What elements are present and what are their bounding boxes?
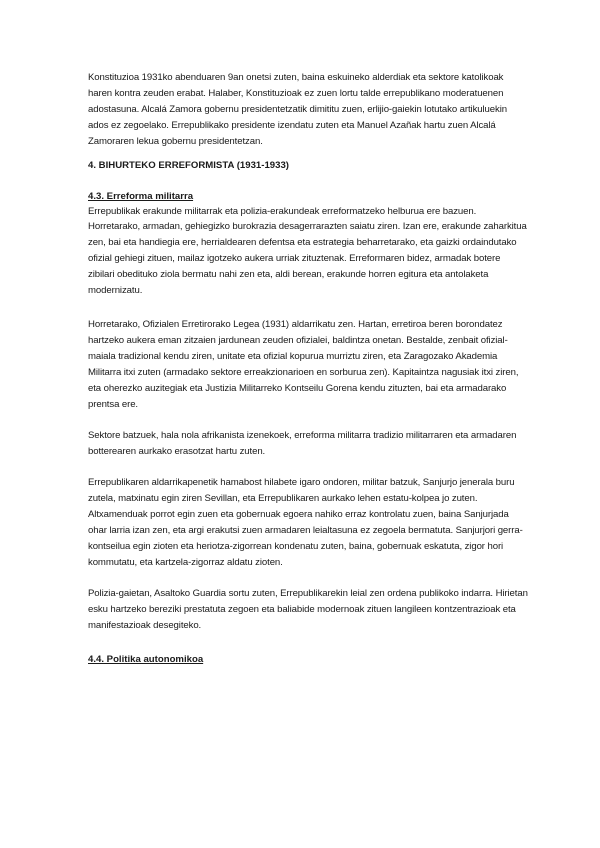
document-page [88,70,528,667]
paragraph-africanist-reaction: Sektore batzuek, hala nola afrikanista izenekoek, erreforma militarra tradizio militarraren eta armadaren botterearen aurkako erasotzat hartu zuten. [88,429,517,457]
paragraph-assault-guard: Polizia-gaietan, Asaltoko Guardia sortu zuten, Errepublikarekin leial zen ordena publikoko indarra. Hirietan esku hartzeko bereziki prestatuta zegoen eta baliabide modernoak zituen langileen kontzentrazioak eta manifestazioak desegiteko. [88,588,528,631]
section-title: 4. BIHURTEKO ERREFORMISTA (1931-1933) [88,159,289,171]
paragraph-sanjurjada: Errepublikaren aldarrikapenetik hamabost hilabete igaro ondoren, militar batzuk, Sanjurjo jenerala buru zutela, matxinatu egin ziren Sevillan, eta Errepublikaren aurkako lehen estatu-kolpea jo zuten. Altxamenduak porrot egin zuen eta gobernuak egoera nahiko erraz kontrolatu zuen, baina Sanjurjada ohar larria izan zen, eta argi erakutsi zuen armadaren leialtasuna ez zegoela bermatuta. Sanjurjori gerra-kontseilua egin zioten eta heriotza-zigorrean kondenatu zuten, baina, gobernuak eskatuta, zigor hori kommutatu, eta kartzela-zigorraz aldatu zioten. [88,477,523,568]
subsection-title-military-reform: 4.3. Erreforma militarra [88,190,194,202]
paragraph-officer-retirement-law: Horretarako, Ofizialen Erretirorako Legea (1931) aldarrikatu zen. Hartan, erretiroa beren borondatez hartzeko aukera eman zitzaien jardunean zeuden ofizialei, baldintza onetan. Bestalde, zenbait ofizial-maiala tradizional kendu ziren, unitate eta ofizial kopurua murriztu ziren, eta Zaragozako Akademia Militarra itxi zuten (armadako sektore erreakzionarioen en sorburua zen). Kapitaintza nagusiak itxi ziren, eta oherezko auzitegiak eta Justizia Militarreko Kontseilu Gorena kendu zituzten, bai eta armadarako prentsa ere. [88,318,519,410]
subsection-title-autonomy-policy: 4.4. Politika autonomikoa [88,653,204,665]
paragraph-military-reform-aims: Errepublikak erakunde militarrak eta polizia-erakundeak erreformatzeko helburua ere bazuen. Horretarako, armadan, gehiegizko burokrazia desagerrarazten saiatu ziren. Izan ere, erakunde zaharkitua zen, bai eta handiegia ere, herrialdearen defentsa eta estrategia beharretarako, eta gaizki ordaindutako ofizial gehiegi zituen, mailaz igotzeko aukera urriak zituztenak. Erreformaren bidez, armadak botere zibilari obedituko ziola bermatu nahi zen eta, aldi berean, erakunde horren egitura eta antolaketa modernizatu. [88,205,527,297]
intro-paragraph: Konstituzioa 1931ko abenduaren 9an onetsi zuten, baina eskuineko alderdiak eta sektore katolikoak haren kontra zeuden erabat. Halaber, Konstituzioak ez zuen lortu talde errepublikano moderatuenen adostasuna. Alcalá Zamora gobernu presidentetzatik dimititu zuen, erlijio-gaiekin lotutako artikuluekin ados ez zegoelako. Errepublikako presidente izendatu zuten eta Manuel Azañak hartu zuen Alcalá Zamoraren lekua gobernu presidentetzan. [88,72,507,147]
